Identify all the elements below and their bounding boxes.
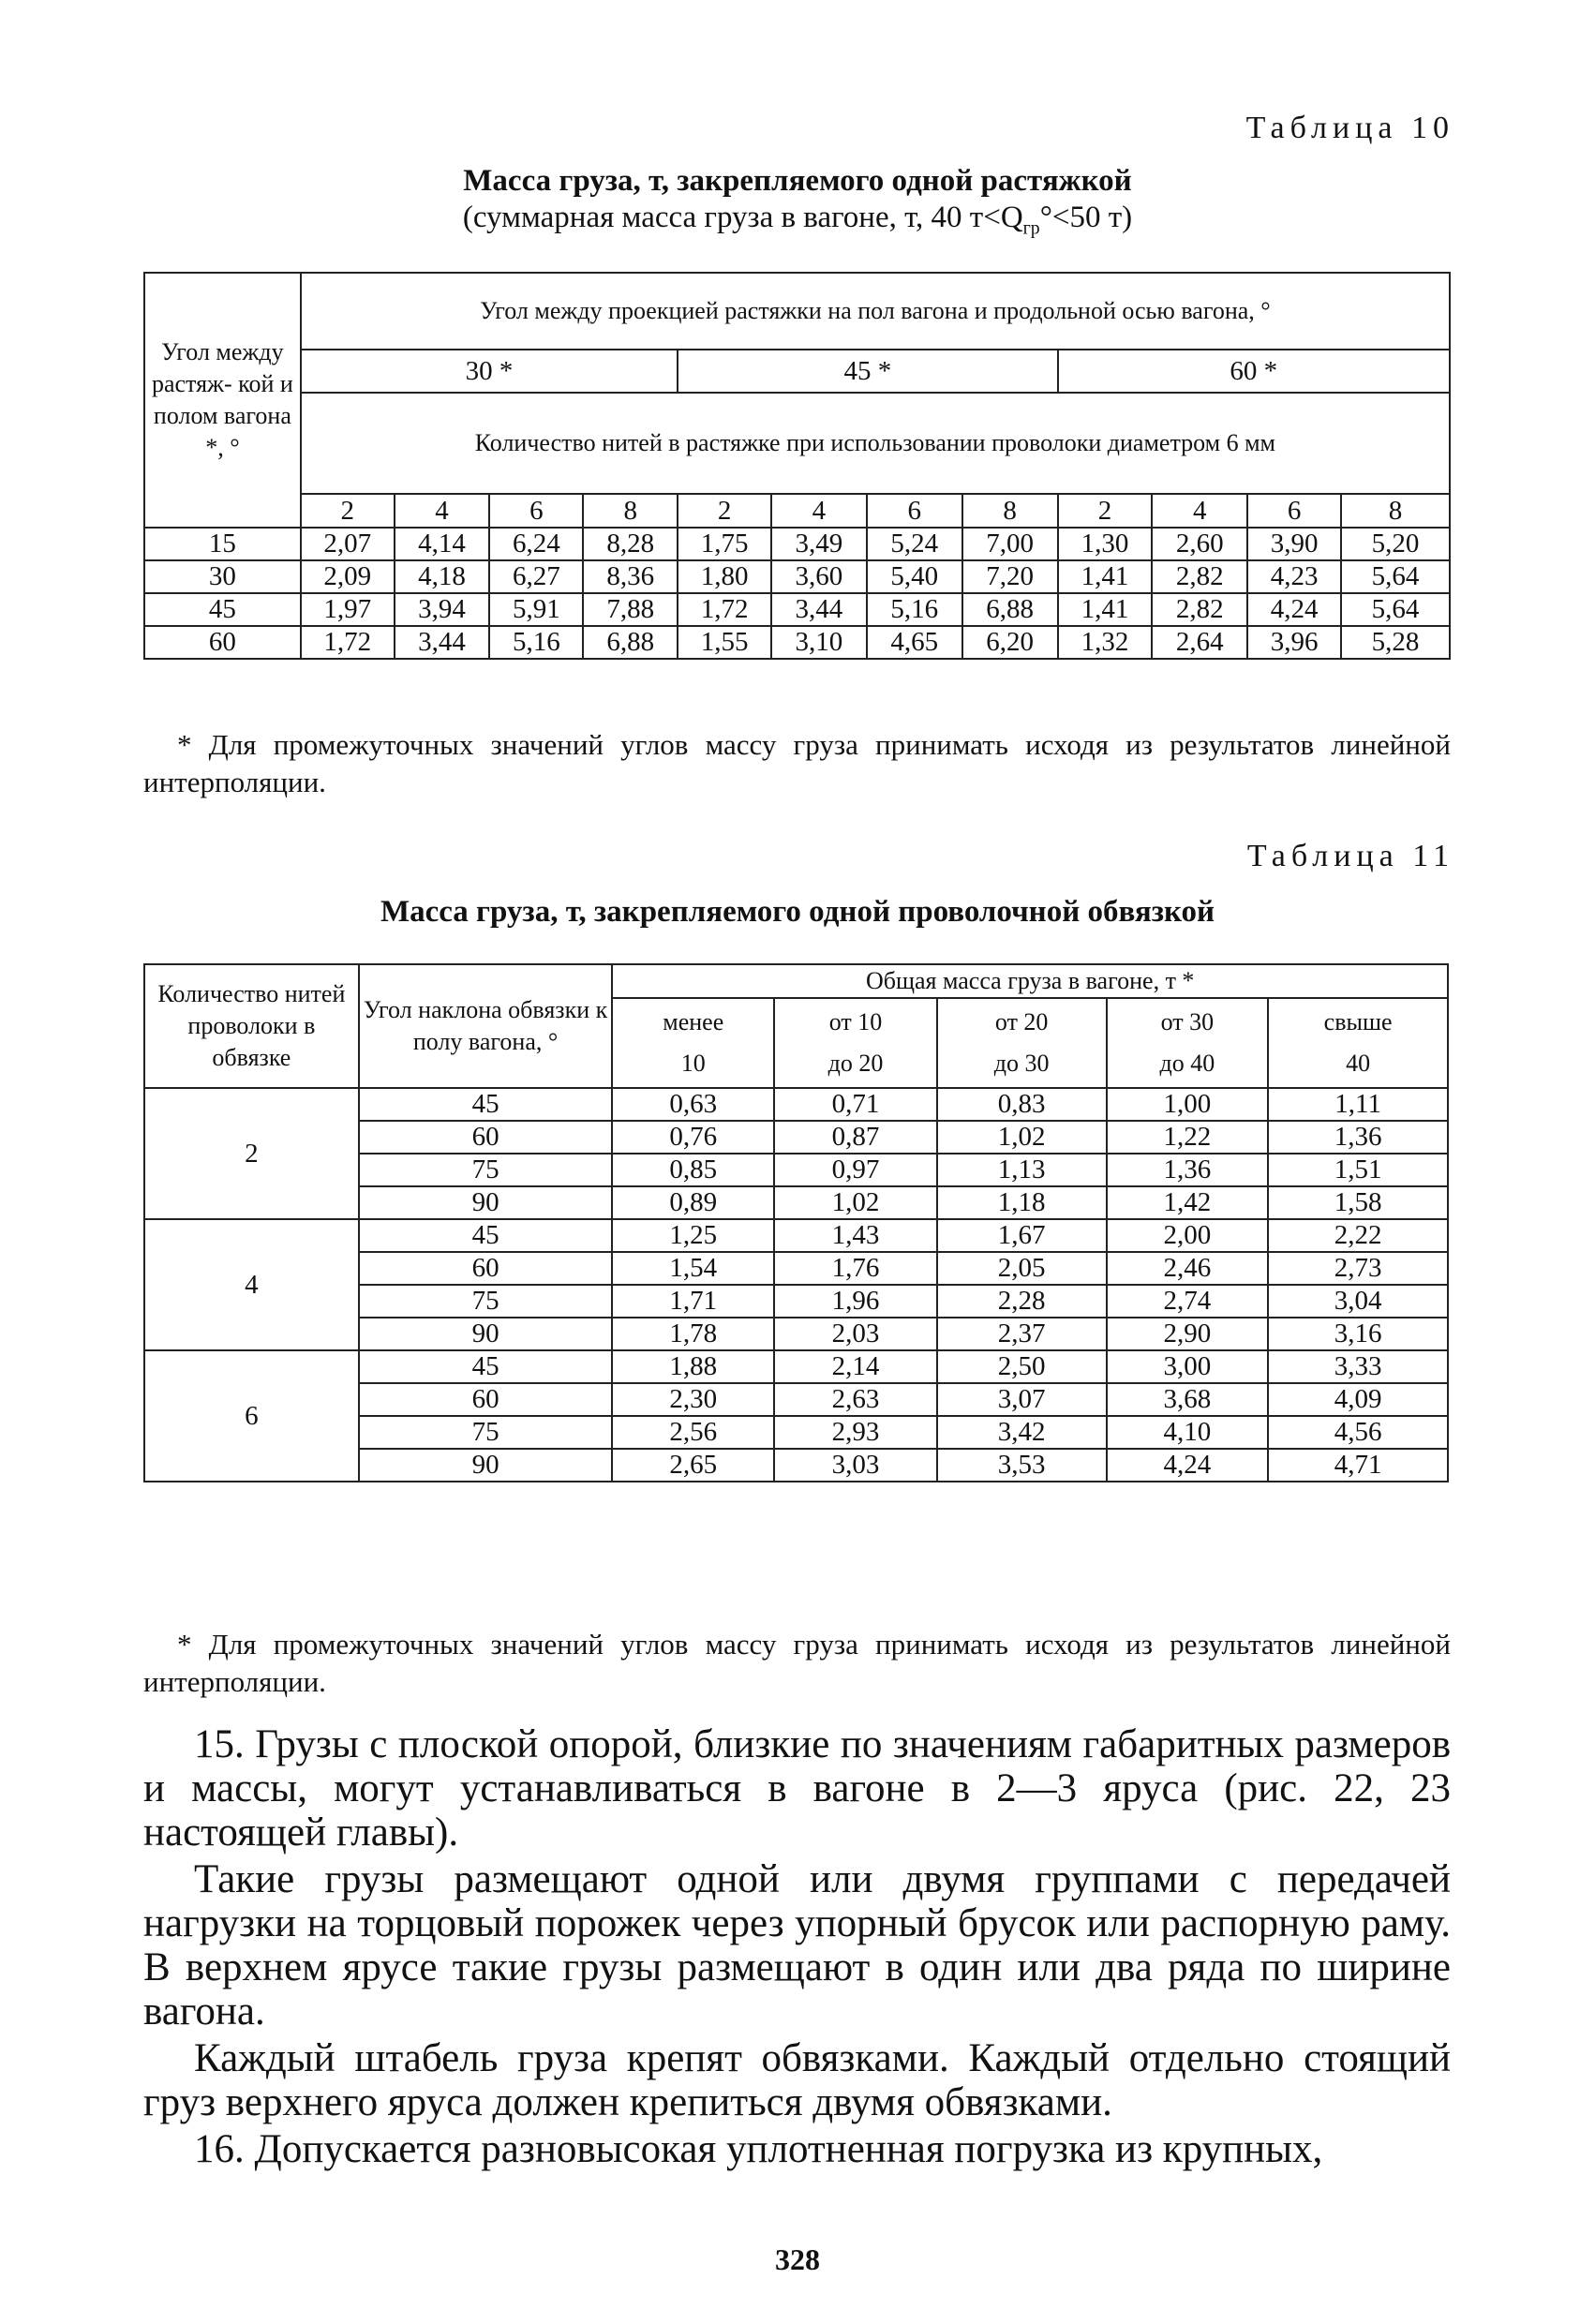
value-cell: 3,44: [395, 626, 490, 659]
thread-count-cell: 6: [1247, 494, 1341, 528]
value-cell: 1,18: [937, 1186, 1107, 1219]
mass-range-from: от 20: [994, 1008, 1049, 1035]
angles-row: [144, 350, 1450, 393]
value-cell: 1,11: [1268, 1088, 1448, 1121]
thread-count-cell: 6: [867, 494, 962, 528]
value-cell: 5,40: [867, 560, 962, 593]
value-cell: 1,80: [678, 560, 771, 593]
value-cell: 2,74: [1107, 1285, 1269, 1318]
value-cell: 0,85: [612, 1154, 774, 1186]
value-cell: 2,82: [1152, 560, 1247, 593]
value-cell: 2,22: [1268, 1219, 1448, 1252]
value-cell: 3,94: [395, 593, 490, 626]
value-cell: 1,76: [774, 1252, 937, 1285]
group-header-total-mass: Общая масса груза в вагоне, т *: [612, 964, 1448, 998]
thread-group-cell: 2: [144, 1088, 359, 1219]
value-cell: 3,00: [1107, 1350, 1269, 1383]
paragraph: 16. Допускается разновысокая уплотненная погрузка из крупных,: [194, 2127, 1323, 2171]
thread-count-cell: 2: [678, 494, 771, 528]
value-cell: 2,73: [1268, 1252, 1448, 1285]
col-header-threads: Количество нитей проволоки в обвязке: [144, 964, 359, 1088]
row-header-angle-floor: Угол между растяж- кой и полом вагона *, °: [144, 273, 301, 528]
table-row: [144, 1219, 1448, 1252]
mass-range-header: [774, 998, 937, 1088]
table-10-subtitle: (суммарная масса груза в вагоне, т, 40 $т<Q_{гр}^\circ<50$ т): [462, 201, 1133, 239]
mass-range-to: 10: [680, 1050, 706, 1077]
table-row: [144, 1350, 1448, 1383]
body-text: [143, 1722, 1451, 2171]
value-cell: 1,54: [612, 1252, 774, 1285]
value-cell: 1,32: [1058, 626, 1153, 659]
angle-cell: 90: [359, 1186, 613, 1219]
value-cell: 2,90: [1107, 1318, 1269, 1350]
value-cell: 1,36: [1268, 1121, 1448, 1154]
value-cell: 5,64: [1341, 560, 1450, 593]
paragraph: Такие грузы размещают одной или двумя группами с передачей нагрузки на торцовый порожек через упорный брусок или распорную раму. В верхнем ярусе такие грузы размещают в один или два ряда по ширине вагона.: [143, 1857, 1451, 2034]
table-10-footnote: * Для промежуточных значений углов массу груза принимать исходя из результатов линейной интерполяции.: [143, 728, 1451, 798]
value-cell: 1,58: [1268, 1186, 1448, 1219]
thread-count-cell: 6: [489, 494, 583, 528]
mass-range-header: [612, 998, 774, 1088]
angle-cell: 60: [359, 1252, 613, 1285]
value-cell: 6,24: [489, 528, 583, 560]
group-header-projection-angle: Угол между проекцией растяжки на пол вагона и продольной осью вагона, °: [301, 273, 1450, 350]
angle-cell: 90: [359, 1449, 613, 1482]
angle-cell: 60: [144, 626, 301, 659]
angle-cell: 75: [359, 1154, 613, 1186]
angle-cell: 30: [144, 560, 301, 593]
value-cell: 1,22: [1107, 1121, 1269, 1154]
value-cell: 3,44: [771, 593, 867, 626]
mass-range-from: свыше: [1323, 1008, 1393, 1035]
value-cell: 2,50: [937, 1350, 1107, 1383]
value-cell: 4,09: [1268, 1383, 1448, 1416]
angle-cell: 75: [359, 1416, 613, 1449]
value-cell: 6,20: [962, 626, 1058, 659]
value-cell: 1,88: [612, 1350, 774, 1383]
table-10-label: Таблица 10: [1245, 111, 1454, 145]
value-cell: 3,10: [771, 626, 867, 659]
value-cell: 5,16: [867, 593, 962, 626]
mass-range-to: до 40: [1159, 1050, 1215, 1077]
value-cell: 4,14: [395, 528, 490, 560]
value-cell: 2,28: [937, 1285, 1107, 1318]
value-cell: 1,13: [937, 1154, 1107, 1186]
value-cell: 1,97: [301, 593, 395, 626]
angle-cell: 45: [359, 1088, 613, 1121]
value-cell: 5,20: [1341, 528, 1450, 560]
mass-range-to: до 30: [993, 1050, 1050, 1077]
value-cell: 6,88: [583, 626, 678, 659]
value-cell: 4,56: [1268, 1416, 1448, 1449]
value-cell: 3,49: [771, 528, 867, 560]
value-cell: 2,56: [612, 1416, 774, 1449]
table-11-label: Таблица 11: [1246, 839, 1454, 873]
value-cell: 5,64: [1341, 593, 1450, 626]
value-cell: 6,88: [962, 593, 1058, 626]
thread-count-cell: 8: [583, 494, 678, 528]
mass-range-from: менее: [663, 1008, 724, 1035]
value-cell: 5,16: [489, 626, 583, 659]
mass-range-header: [937, 998, 1107, 1088]
value-cell: 3,04: [1268, 1285, 1448, 1318]
table-10-title: Масса груза, т, закрепляемого одной растяжкой: [463, 164, 1132, 198]
value-cell: 4,24: [1107, 1449, 1269, 1482]
value-cell: 3,42: [937, 1416, 1107, 1449]
thread-count-cell: 8: [1341, 494, 1450, 528]
value-cell: 5,24: [867, 528, 962, 560]
value-cell: 0,87: [774, 1121, 937, 1154]
value-cell: 1,55: [678, 626, 771, 659]
value-cell: 1,02: [937, 1121, 1107, 1154]
thread-count-cell: 4: [395, 494, 490, 528]
table-row: [144, 593, 1450, 626]
value-cell: 1,78: [612, 1318, 774, 1350]
col-header-angle: Угол наклона обвязки к полу вагона, °: [359, 964, 613, 1088]
paragraph: 15. Грузы с плоской опорой, близкие по значениям габаритных размеров и массы, могут устанавливаться в вагоне в 2—3 яруса (рис. 22, 23 настоящей главы).: [143, 1722, 1451, 1855]
angle-cell: 90: [359, 1318, 613, 1350]
value-cell: 3,68: [1107, 1383, 1269, 1416]
value-cell: 5,91: [489, 593, 583, 626]
value-cell: 3,33: [1268, 1350, 1448, 1383]
value-cell: 1,42: [1107, 1186, 1269, 1219]
value-cell: 8,28: [583, 528, 678, 560]
value-cell: 7,00: [962, 528, 1058, 560]
value-cell: 1,41: [1058, 593, 1153, 626]
value-cell: 2,65: [612, 1449, 774, 1482]
table-11-title: Масса груза, т, закрепляемого одной проволочной обвязкой: [380, 895, 1215, 929]
angle-header: 30 *: [301, 350, 678, 393]
value-cell: 2,46: [1107, 1252, 1269, 1285]
value-cell: 1,72: [301, 626, 395, 659]
thread-count-cell: 4: [1152, 494, 1247, 528]
mass-range-to: до 20: [827, 1050, 884, 1077]
value-cell: 0,71: [774, 1088, 937, 1121]
value-cell: 7,88: [583, 593, 678, 626]
value-cell: 4,10: [1107, 1416, 1269, 1449]
value-cell: 2,37: [937, 1318, 1107, 1350]
table-row: [144, 528, 1450, 560]
mass-range-from: от 30: [1160, 1008, 1215, 1035]
mass-range-header: [1107, 998, 1269, 1088]
threads-header: Количество нитей в растяжке при использовании проволоки диаметром 6 мм: [301, 393, 1450, 494]
value-cell: 1,72: [678, 593, 771, 626]
angle-cell: 60: [359, 1383, 613, 1416]
angle-cell: 45: [359, 1350, 613, 1383]
value-cell: 3,90: [1247, 528, 1341, 560]
thread-count-cell: 2: [301, 494, 395, 528]
angle-cell: 75: [359, 1285, 613, 1318]
table-11: [143, 963, 1449, 1482]
value-cell: 1,51: [1268, 1154, 1448, 1186]
value-cell: 3,07: [937, 1383, 1107, 1416]
value-cell: 1,36: [1107, 1154, 1269, 1186]
table-row: [144, 1088, 1448, 1121]
table-row: [144, 626, 1450, 659]
value-cell: 4,24: [1247, 593, 1341, 626]
value-cell: 2,05: [937, 1252, 1107, 1285]
value-cell: 1,41: [1058, 560, 1153, 593]
table-11-footnote: * Для промежуточных значений углов массу груза принимать исходя из результатов линейной интерполяции.: [143, 1628, 1451, 1698]
value-cell: 4,18: [395, 560, 490, 593]
angle-header: 60 *: [1058, 350, 1450, 393]
value-cell: 1,71: [612, 1285, 774, 1318]
value-cell: 0,83: [937, 1088, 1107, 1121]
value-cell: 1,67: [937, 1219, 1107, 1252]
value-cell: 1,00: [1107, 1088, 1269, 1121]
value-cell: 1,96: [774, 1285, 937, 1318]
angle-cell: 45: [144, 593, 301, 626]
value-cell: 2,14: [774, 1350, 937, 1383]
value-cell: 0,97: [774, 1154, 937, 1186]
value-cell: 0,89: [612, 1186, 774, 1219]
value-cell: 2,60: [1152, 528, 1247, 560]
value-cell: 2,82: [1152, 593, 1247, 626]
angle-header: 45 *: [678, 350, 1057, 393]
value-cell: 4,23: [1247, 560, 1341, 593]
value-cell: 8,36: [583, 560, 678, 593]
value-cell: 3,03: [774, 1449, 937, 1482]
value-cell: 1,02: [774, 1186, 937, 1219]
value-cell: 1,30: [1058, 528, 1153, 560]
value-cell: 6,27: [489, 560, 583, 593]
value-cell: 1,75: [678, 528, 771, 560]
value-cell: 0,63: [612, 1088, 774, 1121]
value-cell: 2,07: [301, 528, 395, 560]
value-cell: 5,28: [1341, 626, 1450, 659]
paragraph: Каждый штабель груза крепят обвязками. Каждый отдельно стоящий груз верхнего яруса должен крепиться двумя обвязками.: [143, 2036, 1451, 2124]
value-cell: 4,65: [867, 626, 962, 659]
mass-range-from: от 10: [828, 1008, 883, 1035]
table-row: [144, 560, 1450, 593]
angle-cell: 15: [144, 528, 301, 560]
value-cell: 3,60: [771, 560, 867, 593]
mass-range-to: 40: [1346, 1050, 1371, 1077]
thread-count-cell: 8: [962, 494, 1058, 528]
angle-cell: 45: [359, 1219, 613, 1252]
table-10: [143, 272, 1451, 660]
value-cell: 2,09: [301, 560, 395, 593]
value-cell: 2,30: [612, 1383, 774, 1416]
value-cell: 2,03: [774, 1318, 937, 1350]
value-cell: 2,63: [774, 1383, 937, 1416]
value-cell: 3,53: [937, 1449, 1107, 1482]
angle-cell: 60: [359, 1121, 613, 1154]
value-cell: 4,71: [1268, 1449, 1448, 1482]
page-number: 328: [775, 2242, 820, 2276]
thread-group-cell: 4: [144, 1219, 359, 1350]
value-cell: 7,20: [962, 560, 1058, 593]
value-cell: 0,76: [612, 1121, 774, 1154]
mass-range-header: [1268, 998, 1448, 1088]
value-cell: 1,43: [774, 1219, 937, 1252]
value-cell: 2,93: [774, 1416, 937, 1449]
thread-count-cell: 2: [1058, 494, 1153, 528]
thread-count-cell: 4: [771, 494, 867, 528]
threads-row: [144, 494, 1450, 528]
value-cell: 2,00: [1107, 1219, 1269, 1252]
value-cell: 1,25: [612, 1219, 774, 1252]
value-cell: 3,16: [1268, 1318, 1448, 1350]
thread-group-cell: 6: [144, 1350, 359, 1482]
value-cell: 3,96: [1247, 626, 1341, 659]
value-cell: 2,64: [1152, 626, 1247, 659]
